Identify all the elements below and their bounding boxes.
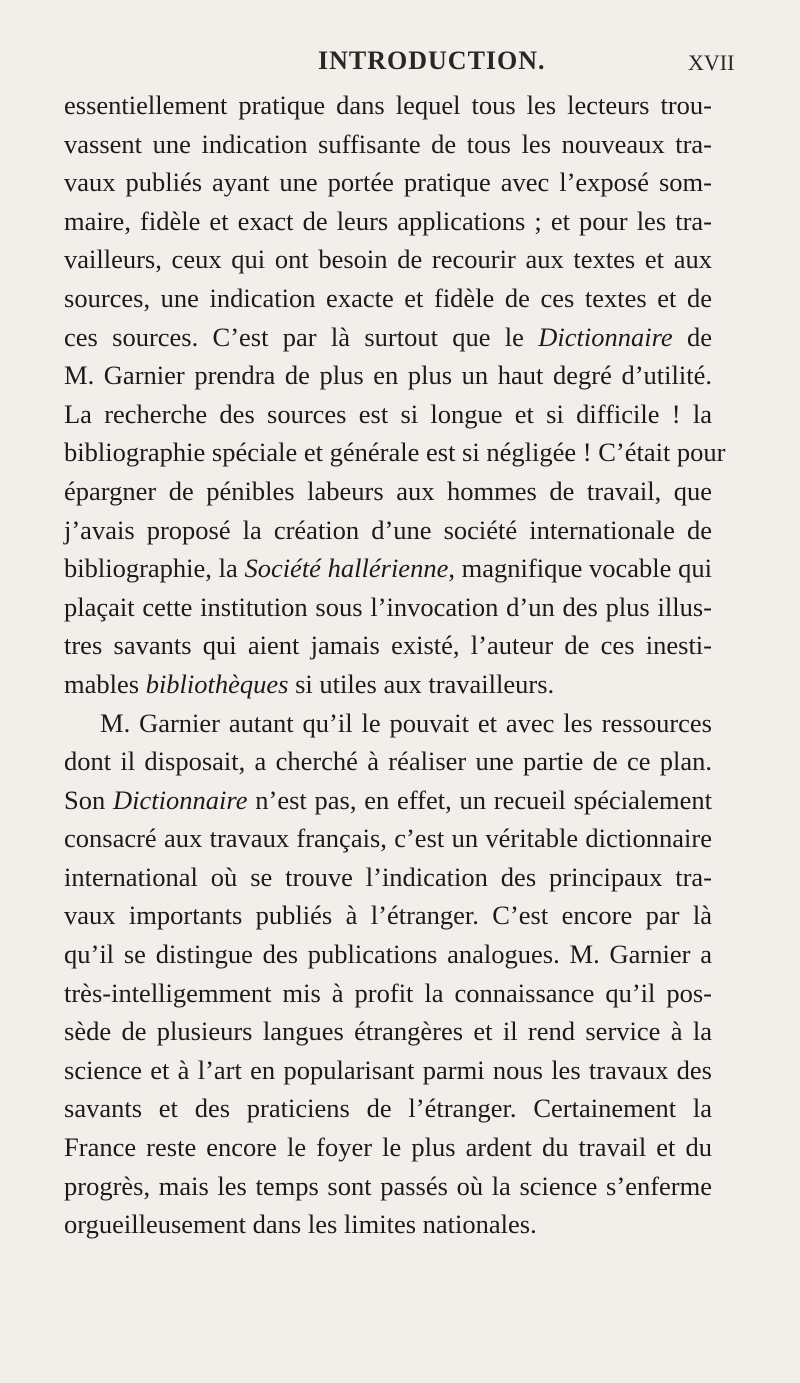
text-line: vassent une indication suffisante de tous les nouveaux tra- — [64, 128, 712, 159]
text-line: vaux publiés ayant une portée pratique avec l’exposé som- — [64, 167, 712, 198]
italic-title: bibliothèques — [145, 668, 289, 699]
text-line: plaçait cette institution sous l’invocation d’un des plus illus- — [64, 591, 712, 622]
italic-title: Société hallérienne — [244, 553, 449, 584]
text-line: dont il disposait, a cherché à réaliser une partie de ce plan. — [64, 746, 712, 777]
text-line: ces sources. C’est par là surtout que le Dictionnaire de — [64, 321, 712, 352]
text-line: science et à l’art en popularisant parmi nous les travaux des — [64, 1054, 712, 1085]
text-line: bibliographie, la Société hallérienne, magnifique vocable qui — [64, 553, 712, 584]
text-line: essentiellement pratique dans lequel tous les lecteurs trou- — [64, 90, 712, 120]
text-line: Son Dictionnaire n’est pas, en effet, un recueil spécialement — [64, 784, 712, 815]
text-line: très-intelligemment mis à profit la connaissance qu’il pos- — [64, 977, 712, 1008]
text-line: La recherche des sources est si longue et si difficile ! la — [64, 398, 712, 429]
running-title: INTRODUCTION. — [318, 46, 546, 75]
text-line: sources, une indication exacte et fidèle de ces textes et de — [64, 282, 712, 313]
text-line: qu’il se distingue des publications analogues. M. Garnier a — [64, 939, 712, 970]
page-number: XVII — [688, 50, 735, 75]
italic-title: Dictionnaire — [113, 784, 248, 815]
text-line: France reste encore le foyer le plus ardent du travail et du — [64, 1132, 712, 1163]
text-line: bibliographie spéciale et générale est si négligée ! C’était pour — [64, 437, 726, 468]
text-line: consacré aux travaux français, c’est un véritable dictionnaire — [64, 823, 712, 854]
body-text — [64, 86, 726, 1244]
text-line: j’avais proposé la création d’une société internationale de — [64, 514, 712, 545]
text-line: maire, fidèle et exact de leurs applications ; et pour les tra- — [64, 205, 712, 236]
text-line: M. Garnier prendra de plus en plus un haut degré d’utilité. — [64, 360, 712, 391]
text-line: sède de plusieurs langues étrangères et il rend service à la — [64, 1016, 712, 1047]
text-line: savants et des praticiens de l’étranger. Certainement la — [64, 1093, 712, 1124]
text-line: tres savants qui aient jamais existé, l’auteur de ces inesti- — [64, 630, 712, 661]
italic-title: Dictionnaire — [538, 321, 673, 352]
text-line: vailleurs, ceux qui ont besoin de recourir aux textes et aux — [64, 244, 712, 275]
text-line: progrès, mais les temps sont passés où la science s’enferme — [64, 1170, 712, 1201]
text-line: international où se trouve l’indication des principaux tra- — [64, 861, 712, 892]
text-line: épargner de pénibles labeurs aux hommes de travail, que — [64, 475, 712, 506]
text-line: vaux importants publiés à l’étranger. C’est encore par là — [64, 900, 712, 931]
text-line: orgueilleusement dans les limites nationales. — [64, 1209, 537, 1240]
running-head — [0, 46, 800, 80]
text-line: M. Garnier autant qu’il le pouvait et avec les ressources — [100, 707, 712, 738]
text-line: mables bibliothèques si utiles aux travailleurs. — [64, 668, 555, 699]
